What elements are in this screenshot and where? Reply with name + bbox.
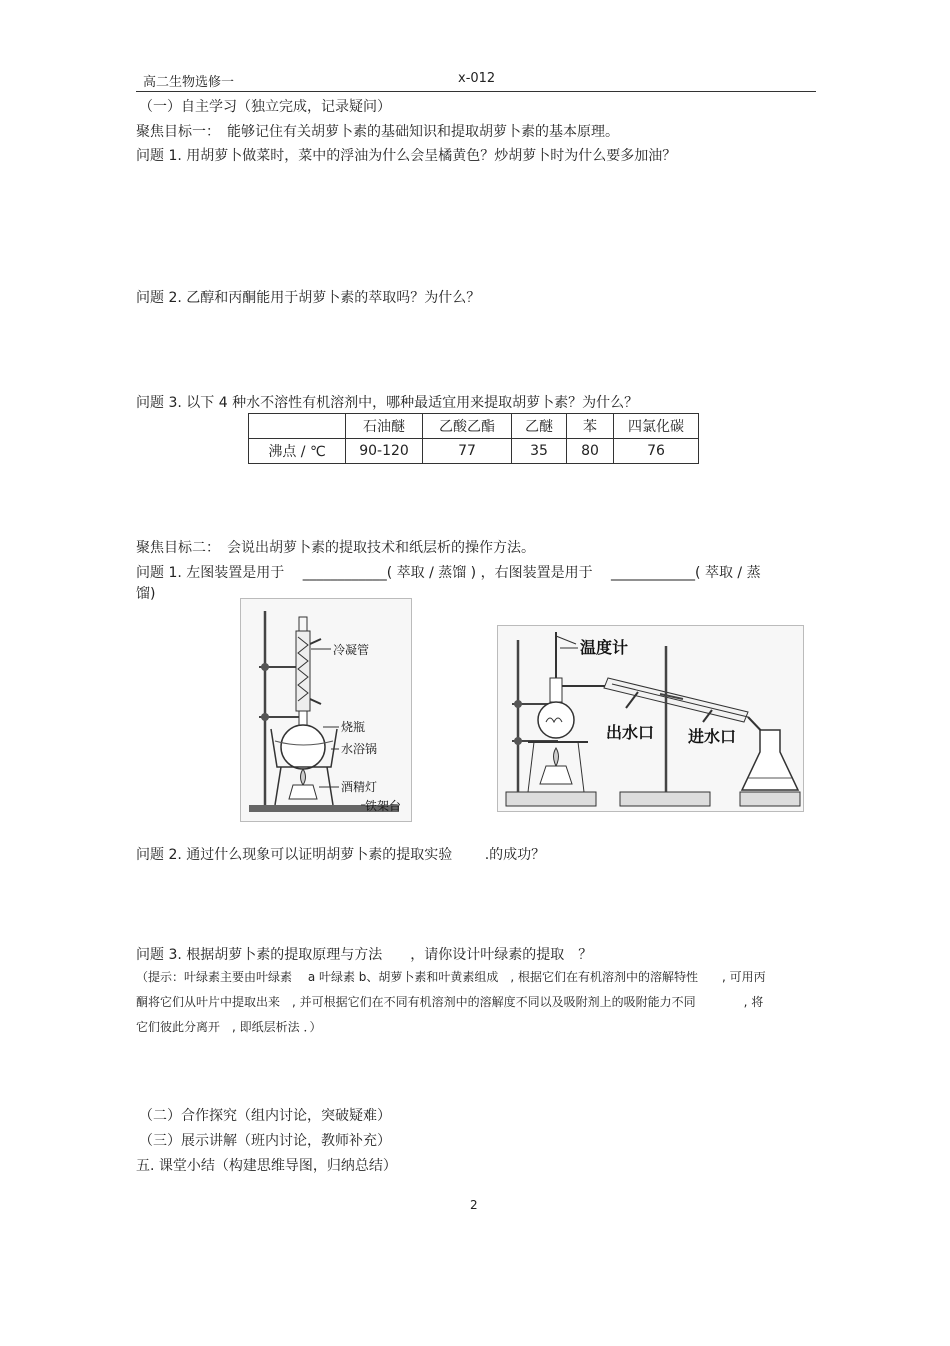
table-cell: 四氯化碳 <box>614 414 699 439</box>
goal-two: 聚焦目标二： 会说出胡萝卜素的提取技术和纸层析的操作方法。 <box>136 540 535 556</box>
table-cell: 76 <box>614 439 699 464</box>
goal-one: 聚焦目标一： 能够记住有关胡萝卜素的基础知识和提取胡萝卜素的基本原理。 <box>136 124 619 140</box>
label-water-inlet: 进水口 <box>688 727 737 746</box>
table-cell: 乙酸乙酯 <box>423 414 512 439</box>
goal2-question-1: 问题 1. 左图装置是用于 ____________( 萃取 / 蒸馏 ) ，右图装置是用于 ____________( 萃取 / 蒸 <box>136 565 761 581</box>
label-alcohol-lamp: 酒精灯 <box>341 780 378 794</box>
question-2: 问题 2. 乙醇和丙酮能用于胡萝卜素的萃取吗？为什么？ <box>136 290 481 306</box>
table-cell: 沸点 / ℃ <box>249 439 346 464</box>
distillation-apparatus-drawing <box>498 626 803 811</box>
table-header-row <box>249 414 699 439</box>
table-row <box>249 439 699 464</box>
section-summary: 五. 课堂小结（构建思维导图，归纳总结） <box>136 1158 397 1174</box>
table-cell <box>249 414 346 439</box>
question-1: 问题 1. 用胡萝卜做菜时，菜中的浮油为什么会呈橘黄色？炒胡萝卜时为什么要多加油？ <box>136 148 677 164</box>
label-flask: 烧瓶 <box>341 720 366 734</box>
label-condenser: 冷凝管 <box>333 643 370 657</box>
label-water-bath: 水浴锅 <box>341 742 378 756</box>
goal2-question-3: 问题 3. 根据胡萝卜素的提取原理与方法 ，请你设计叶绿素的提取 ？ <box>136 947 593 963</box>
extraction-apparatus-drawing <box>241 599 411 821</box>
label-thermometer: 温度计 <box>580 638 629 657</box>
table-cell: 90-120 <box>346 439 423 464</box>
extraction-apparatus-figure <box>240 598 412 822</box>
table-cell: 80 <box>567 439 614 464</box>
table-cell: 石油醚 <box>346 414 423 439</box>
table-cell: 苯 <box>567 414 614 439</box>
hint-line-1: （提示：叶绿素主要由叶绿素 a 叶绿素 b、胡萝卜素和叶黄素组成 , 根据它们在有机溶剂中的溶解特性 , 可用丙 <box>136 970 766 984</box>
label-iron-stand: 铁架台 <box>365 799 402 813</box>
question-3: 问题 3. 以下 4 种水不溶性有机溶剂中，哪种最适宜用来提取胡萝卜素？为什么？ <box>136 395 639 411</box>
table-cell: 35 <box>512 439 567 464</box>
goal2-question-1-cont: 馏) <box>136 586 156 602</box>
header-code: x-012 <box>458 71 496 86</box>
section-cooperation: （二）合作探究（组内讨论，突破疑难） <box>139 1108 391 1124</box>
table-cell: 乙醚 <box>512 414 567 439</box>
goal2-question-2: 问题 2. 通过什么现象可以证明胡萝卜素的提取实验 .的成功？ <box>136 847 546 863</box>
solvent-table <box>248 413 699 464</box>
header-title: 高二生物选修一 <box>143 75 235 90</box>
section-self-study: （一）自主学习（独立完成，记录疑问） <box>139 99 391 115</box>
section-presentation: （三）展示讲解（班内讨论，教师补充） <box>139 1133 391 1149</box>
label-water-outlet: 出水口 <box>606 723 655 742</box>
page-number: 2 <box>470 1198 478 1212</box>
header-rule <box>136 91 816 92</box>
hint-line-2: 酮将它们从叶片中提取出来 , 并可根据它们在不同有机溶剂中的溶解度不同以及吸附剂上的吸附能力不同 , 将 <box>136 995 764 1009</box>
hint-line-3: 它们彼此分离开 , 即纸层析法 ．） <box>136 1020 322 1034</box>
distillation-apparatus-figure <box>497 625 804 812</box>
table-cell: 77 <box>423 439 512 464</box>
